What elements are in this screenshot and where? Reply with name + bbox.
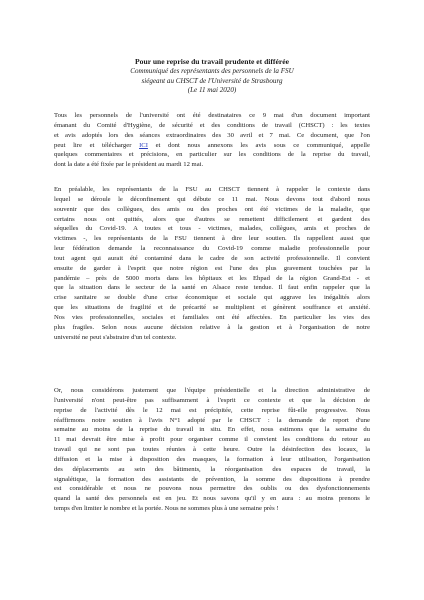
subtitle-line: siégeant au CHSCT de l'Université de Strasbourg xyxy=(141,76,283,85)
text-line: séquelles du Covid-19. A toutes et tous - victimes, malades, collègues, amis et proches de xyxy=(54,225,370,233)
text-line: semaine au moins de la reprise du travail in situ. En effet, nous estimons que la semaine du xyxy=(54,426,370,434)
document-header xyxy=(40,57,384,96)
subtitle-line: Communiqué des représentants des personnels de la FSU xyxy=(130,67,294,75)
text-line-with-link xyxy=(54,141,370,151)
text-line: plus fragiles. Selon nous aucune décision relative à la gestion et à l'organisation de notre xyxy=(54,323,370,331)
text-line: signalétique, la formation des assistants de prévention, la somme des dispositions à prendre xyxy=(54,475,370,483)
text-line: pandémie – près de 5000 morts dans les hôpitaux et les Ehpad de la région Grand-Est - et xyxy=(54,274,370,282)
text-line: travail qui ne sont pas toutes réunies à cette heure. Outre la désinfection des locaux, la xyxy=(54,446,370,454)
paragraph-position xyxy=(54,386,370,514)
text-line: que la situation dans le secteur de la santé en Alsace reste tendue. Il faut enfin rappeler que la xyxy=(54,284,370,292)
text-line: En préalable, les représentants de la FSU au CHSCT tiennent à rappeler le contexte dans xyxy=(54,186,370,193)
link-suffix: et dont nous annexons les avis sous ce communiqué, appelle xyxy=(155,141,370,149)
document-title: Pour une reprise du travail prudente et différée xyxy=(135,57,289,66)
text-line: diffusion et la mise à disposition des masques, la formation à leur utilisation, l'organisation xyxy=(54,455,370,463)
text-line: temps d'en limiter le nombre et la portée. Nous ne sommes plus à une semaine près ! xyxy=(54,505,279,513)
document-date: (Le 11 mai 2020) xyxy=(187,86,237,95)
text-line: leur fédération demande la reconnaissance du Covid-19 comme maladie professionnelle pour xyxy=(54,245,370,253)
paragraph-context xyxy=(54,185,370,343)
text-line: reprise de l'activité dès le 12 mai est précipitée, cette reprise fût-elle progressive. Nous xyxy=(54,406,370,414)
download-link[interactable]: ICI xyxy=(139,141,148,149)
paragraph-intro xyxy=(54,111,370,170)
text-line: dont la date a été fixée par le président au mardi 12 mai. xyxy=(54,161,204,169)
text-line: certains nous ont quittés, alors que d'autres se remettent difficilement et gardent des xyxy=(54,215,370,223)
text-line: quand la santé des personnels est en jeu. Et nous savons qu'il y en aura : au moins prenons le xyxy=(54,495,370,503)
text-line: réaffirmons notre soutien à l'avis N°1 adopté par le CHSCT : la demande de report d'une xyxy=(54,416,370,424)
text-line: crise sanitaire se double d'une crise économique et sociale qui aggrave les inégalités alors xyxy=(54,294,370,302)
text-line: émanant du Comité d'Hygiène, de sécurité et des conditions de travail (CHSCT) : les textes xyxy=(54,121,370,129)
text-line: et avis adoptés lors des séances extraordinaires des 30 avril et 7 mai. Ce document, que l'on xyxy=(54,131,370,139)
text-line: quelques commentaires et précisions, en particulier sur les conditions de la reprise du travail, xyxy=(54,151,370,159)
text-line: que les situations de fragilité et de précarité se multiplient et génèrent souffrance et anxiété. xyxy=(54,304,370,312)
text-line: victimes -, les représentants de la FSU tiennent à dire leur soutien. Ils rappellent aussi que xyxy=(54,235,370,243)
text-line: souvenir que des collègues, des amis ou des proches ont été victimes de la maladie, que xyxy=(54,205,370,213)
text-line: Or, nous considérons justement que l'équipe présidentielle et la direction administrative de xyxy=(54,387,370,394)
text-line: l'université n'ont peut-être pas suffisamment à l'esprit ce contexte et que la décision de xyxy=(54,396,370,404)
text-line: lequel se déroule le déconfinement qui débute ce 11 mai. Nous devons tout d'abord nous xyxy=(54,195,370,203)
text-line: des déplacements au sein des bâtiments, la réorganisation des espaces de travail, la xyxy=(54,465,370,473)
text-line: ensuite de garder à l'esprit que notre région est l'une des plus gravement touchées par la xyxy=(54,264,370,272)
text-line: Tous les personnels de l'université ont été destinataires ce 9 mai d'un document important xyxy=(54,112,370,119)
text-line: 11 mai devrait être mise à profit pour organiser comme il convient les conditions du retour au xyxy=(54,436,370,444)
link-prefix: peut lire et télécharger xyxy=(54,141,132,149)
text-line: Nos vies professionnelles, sociales et familiales ont été affectées. En particulier les vies des xyxy=(54,313,370,321)
text-line: université ne peut s'abstraire d'un tel contexte. xyxy=(54,333,177,341)
text-line: tout agent qui aurait été contaminé dans le cadre de son activité professionnelle. Il convient xyxy=(54,254,370,262)
text-line: est considérable et nous ne pouvons nous permettre des oublis ou des dysfonctionnements xyxy=(54,485,370,493)
